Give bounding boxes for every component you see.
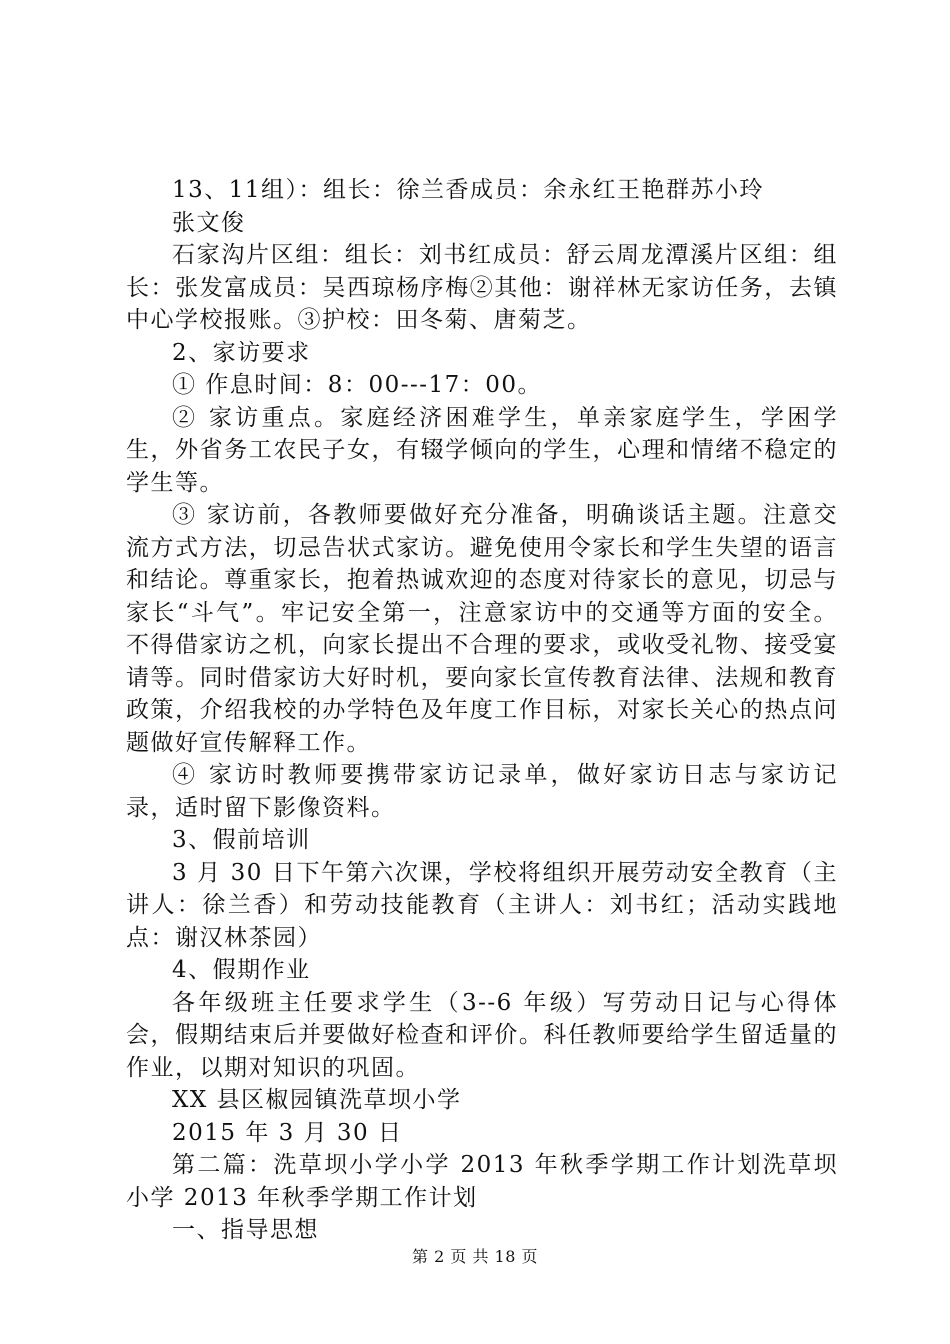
document-body (126, 174, 838, 1247)
paragraph: 石家沟片区组：组长：刘书红成员：舒云周龙潭溪片区组：组长：张发富成员：吴西琼杨序梅②其他：谢祥林无家访任务，去镇中心学校报账。③护校：田冬菊、唐菊芝。 (126, 242, 838, 333)
paragraph: ① 作息时间：8：00---17：00。 (172, 372, 543, 398)
section-heading: 4、假期作业 (172, 957, 311, 983)
signature-date: 2015 年 3 月 30 日 (172, 1119, 403, 1146)
paragraph: 第二篇：洗草坝小学小学 2013 年秋季学期工作计划洗草坝小学 2013 年秋季学期工作计划 (126, 1152, 838, 1211)
section-heading: 2、家访要求 (172, 339, 311, 366)
paragraph: ② 家访重点。家庭经济困难学生，单亲家庭学生，学困学生，外省务工农民子女，有辍学倾向的学生，心理和情绪不稳定的学生等。 (126, 404, 838, 496)
paragraph: ④ 家访时教师要携带家访记录单，做好家访日志与家访记录，适时留下影像资料。 (126, 762, 838, 821)
paragraph: 13、11组）：组长：徐兰香成员：余永红王艳群苏小玲 (172, 177, 765, 203)
page-footer: 第 2 页 共 18 页 (412, 1247, 538, 1266)
signature-school: XX 县区椒园镇洗草坝小学 (172, 1087, 462, 1113)
paragraph: ③ 家访前，各教师要做好充分准备，明确谈话主题。注意交流方式方法，切忌告状式家访。避免使用令家长和学生失望的语言和结论。尊重家长，抱着热诚欢迎的态度对待家长的意见，切忌与家长“斗气”。牢记安全第一，注意家访中的交通等方面的安全。不得借家访之机，向家长提出不合理的要求，或收受礼物、接受宴请等。同时借家访大好时机，要向家长宣传教育法律、法规和教育政策，介绍我校的办学特色及年度工作目标，对家长关心的热点问题做好宣传解释工作。 (126, 502, 838, 756)
section-heading: 3、假前培训 (172, 827, 311, 853)
paragraph: 各年级班主任要求学生（3--6 年级）写劳动日记与心得体会，假期结束后并要做好检查和评价。科任教师要给学生留适量的作业，以期对知识的巩固。 (126, 989, 838, 1081)
section-heading: 一、指导思想 (172, 1217, 319, 1243)
paragraph: 张文俊 (172, 209, 246, 236)
paragraph: 3 月 30 日下午第六次课，学校将组织开展劳动安全教育（主讲人：徐兰香）和劳动技能教育（主讲人：刘书红；活动实践地点：谢汉林茶园） (126, 859, 838, 951)
